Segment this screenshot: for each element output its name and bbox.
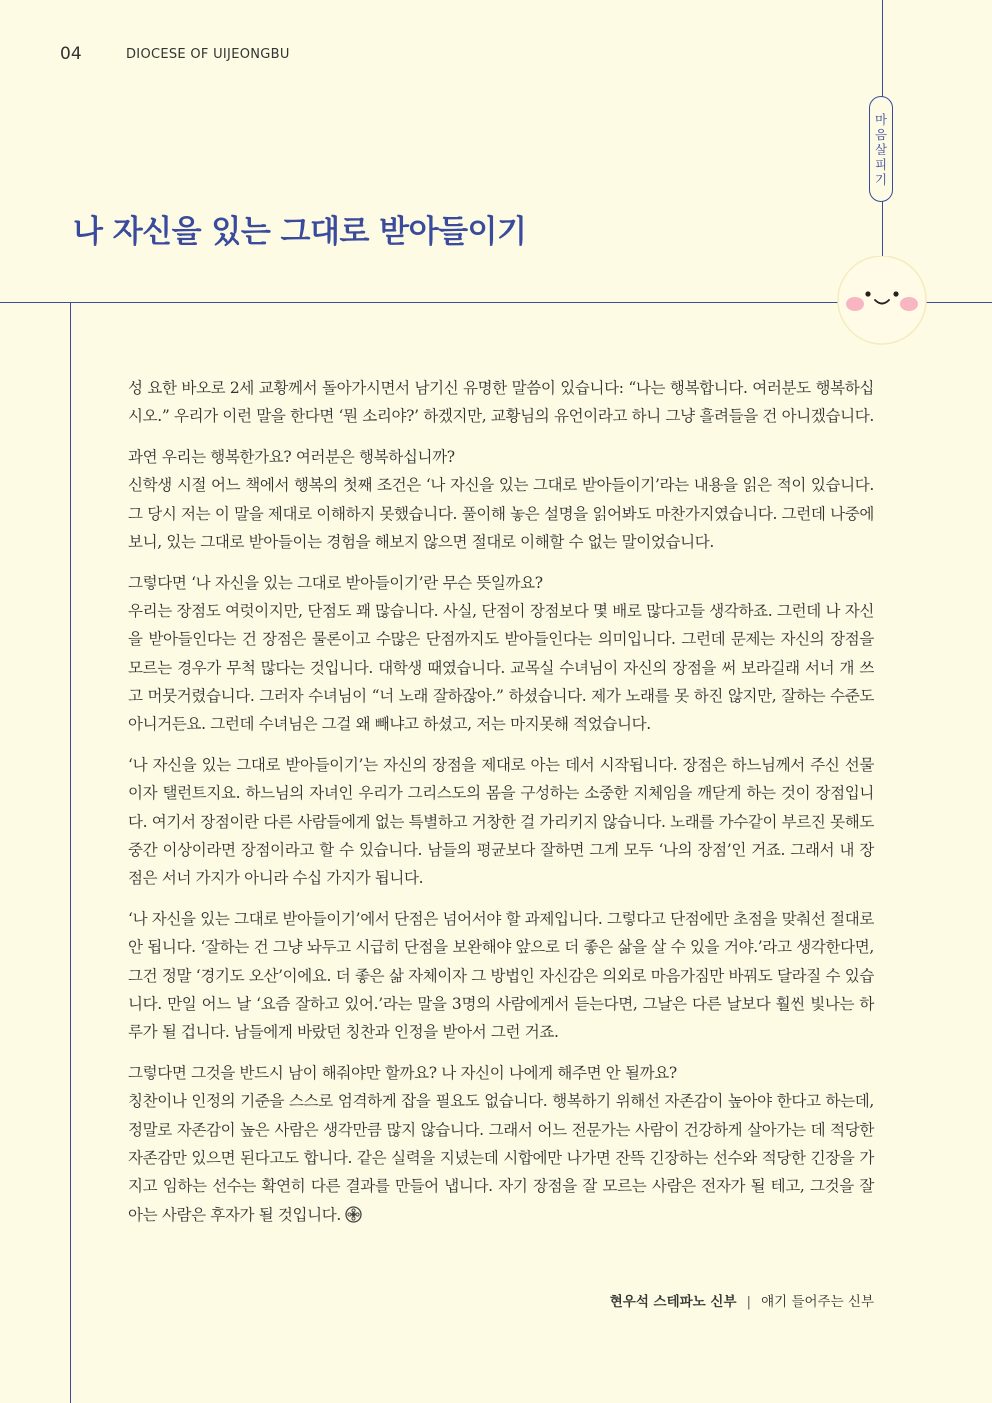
smiling-face-icon xyxy=(834,256,930,346)
left-margin-line xyxy=(70,302,71,1403)
paragraph-text: 그렇다면 그것을 반드시 남이 해줘야만 할까요? 나 자신이 나에게 해주면 안 될까요? 칭찬이나 인정의 기준을 스스로 엄격하게 잡을 필요도 없습니다. 행복하기 위해선 자존감이 높아야 한다고 하는데, 정말로 자존감이 높은 사람은 생각만큼 많지 않습니다. 그래서 어느 전문가는 사람이 건강하게 살아가는 데 적당한 자존감만 있으면 된다고도 합니다. 같은 실력을 지녔는데 시합에만 나가면 잔뜩 긴장하는 선수와 적당한 긴장을 가지고 임하는 선수는 확연히 다른 결과를 만들어 냅니다. 자기 장점을 잘 모르는 사람은 전자가 될 테고, 그것을 잘 아는 사람은 후자가 될 것입니다. xyxy=(128,1064,874,1224)
paragraph: 그렇다면 ‘나 자신을 있는 그대로 받아들이기’란 무슨 뜻일까요? 우리는 장점도 여럿이지만, 단점도 꽤 많습니다. 사실, 단점이 장점보다 몇 배로 많다고들 생각하죠. 그런데 나 자신을 받아들인다는 건 장점은 물론이고 수많은 단점까지도 받아들인다는 의미입니다. 그런데 문제는 자신의 장점을 모르는 경우가 무척 많다는 것입니다. 대학생 때였습니다. 교목실 수녀님이 자신의 장점을 써 보라길래 서너 개 쓰고 머뭇거렸습니다. 그러자 수녀님이 “너 노래 잘하잖아.” 하셨습니다. 제가 노래를 못 하진 않지만, 잘하는 수준도 아니거든요. 그런데 수녀님은 그걸 왜 빼냐고 하셨고, 저는 마지못해 적었습니다. xyxy=(128,573,874,734)
flower-end-mark-icon xyxy=(345,1206,362,1223)
paragraph: 성 요한 바오로 2세 교황께서 돌아가시면서 남기신 유명한 말씀이 있습니다: “나는 행복합니다. 여러분도 행복하십시오.” 우리가 이런 말을 한다면 ‘뭔 소리야?’ 하겠지만, 교황님의 유언이라고 하니 그냥 흘려들을 건 아니겠습니다. xyxy=(128,379,874,426)
section-tab-label: 마음살피기 xyxy=(874,111,888,187)
paragraph: ‘나 자신을 있는 그대로 받아들이기’는 자신의 장점을 제대로 아는 데서 시작됩니다. 장점은 하느님께서 주신 선물이자 탤런트지요. 하느님의 자녀인 우리가 그리스도의 몸을 구성하는 소중한 지체임을 깨닫게 하는 것이 장점입니다. 여기서 장점이란 다른 사람들에게 없는 특별하고 거창한 걸 가리키지 않습니다. 노래를 가수같이 부르진 못해도 중간 이상이라면 장점이라고 할 수 있습니다. 남들의 평균보다 잘하면 그게 모두 ‘나의 장점’인 거죠. 그래서 내 장점은 서너 가지가 아니라 수십 가지가 됩니다. xyxy=(128,756,874,888)
paragraph: 과연 우리는 행복한가요? 여러분은 행복하십니까? 신학생 시절 어느 책에서 행복의 첫째 조건은 ‘나 자신을 있는 그대로 받아들이기’라는 내용을 읽은 적이 있습니다. 그 당시 저는 이 말을 제대로 이해하지 못했습니다. 풀이해 놓은 설명을 읽어봐도 마찬가지였습니다. 그런데 나중에 보니, 있는 그대로 받아들이는 경험을 해보지 않으면 절대로 이해할 수 없는 말이었습니다. xyxy=(128,448,874,551)
publication-name: DIOCESE OF UIJEONGBU xyxy=(126,47,290,62)
section-tab xyxy=(869,96,893,202)
article-title: 나 자신을 있는 그대로 받아들이기 xyxy=(73,214,527,250)
author-column: 얘기 들어주는 신부 xyxy=(761,1294,874,1310)
paragraph: ‘나 자신을 있는 그대로 받아들이기’에서 단점은 넘어서야 할 과제입니다. 그렇다고 단점에만 초점을 맞춰선 절대로 안 됩니다. ‘잘하는 건 그냥 놔두고 시급히 단점을 보완해야 앞으로 더 좋은 삶을 살 수 있을 거야.’라고 생각한다면, 그건 정말 ‘경기도 오산’이에요. 더 좋은 삶 자체이자 그 방법인 자신감은 의외로 마음가짐만 바꿔도 달라질 수 있습니다. 만일 어느 날 ‘요즘 잘하고 있어.’라는 말을 3명의 사람에게서 듣는다면, 그날은 다른 날보다 훨씬 빛나는 하루가 될 겁니다. 남들에게 바랐던 칭찬과 인정을 받아서 그런 거죠. xyxy=(128,910,874,1042)
author-separator: | xyxy=(746,1294,752,1310)
paragraph xyxy=(128,1059,874,1229)
page-number: 04 xyxy=(60,44,82,64)
author-credit xyxy=(610,1290,874,1310)
article-body xyxy=(128,374,874,1241)
author-name: 현우석 스테파노 신부 xyxy=(609,1294,737,1310)
